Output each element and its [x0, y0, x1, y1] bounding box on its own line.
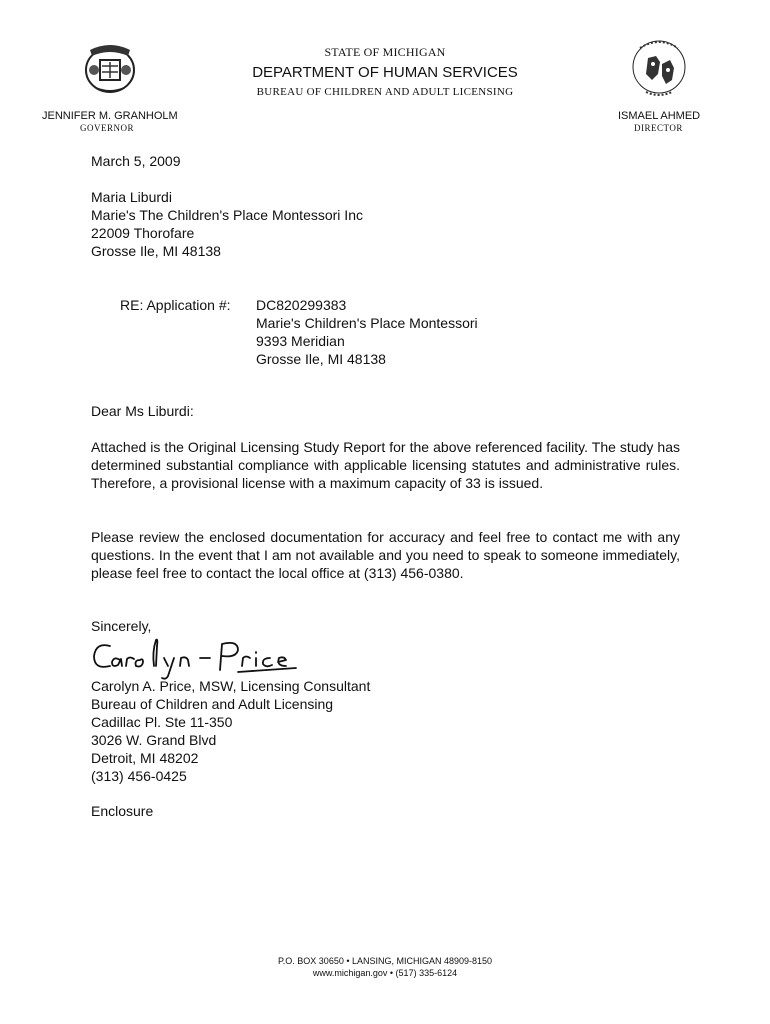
governor-title: GOVERNOR	[80, 123, 135, 133]
recipient-city: Grosse Ile, MI 48138	[91, 243, 221, 259]
recipient-company: Marie's The Children's Place Montessori Inc	[91, 207, 363, 223]
re-label: RE: Application #:	[120, 297, 231, 313]
footer-address: P.O. BOX 30650 • LANSING, MICHIGAN 48909-8150	[277, 956, 493, 966]
footer-contact: www.michigan.gov • (517) 335-6124	[312, 968, 458, 978]
recipient-name: Maria Liburdi	[91, 189, 172, 205]
letter-date: March 5, 2009	[91, 153, 181, 169]
state-heading: STATE OF MICHIGAN	[324, 45, 446, 59]
director-name: ISMAEL AHMED	[618, 110, 701, 122]
signer-name: Carolyn A. Price, MSW, Licensing Consultant	[91, 678, 371, 694]
closing: Sincerely,	[91, 618, 152, 634]
facility-name: Marie's Children's Place Montessori	[256, 315, 478, 331]
bureau-heading: BUREAU OF CHILDREN AND ADULT LICENSING	[256, 86, 514, 98]
paragraph-1: Attached is the Original Licensing Study Report for the above referenced facility. The study has determined substantial compliance with applicable licensing statutes and administrative rules. Therefore, a provisional license with a maximum capacity of 33 is issued.	[91, 439, 680, 491]
department-heading: DEPARTMENT OF HUMAN SERVICES	[252, 64, 518, 81]
signer-suite: Cadillac Pl. Ste 11-350	[91, 714, 233, 730]
governor-name: JENNIFER M. GRANHOLM	[42, 110, 178, 122]
handwritten-signature	[88, 632, 308, 682]
signer-street: 3026 W. Grand Blvd	[91, 732, 217, 748]
signer-bureau: Bureau of Children and Adult Licensing	[91, 696, 334, 712]
signer-city: Detroit, MI 48202	[91, 750, 199, 766]
director-title: DIRECTOR	[634, 123, 683, 133]
paragraph-2: Please review the enclosed documentation for accuracy and feel free to contact me with any questions. In the event that I am not available and you need to speak to someone immediately, please feel free to contact the local office at (313) 456-0380.	[91, 529, 680, 581]
facility-street: 9393 Meridian	[256, 333, 345, 349]
signer-block	[91, 677, 370, 785]
application-number: DC820299383	[256, 297, 347, 313]
facility-city: Grosse Ile, MI 48138	[256, 351, 386, 367]
enclosure-note: Enclosure	[91, 803, 154, 819]
signer-phone: (313) 456-0425	[91, 768, 187, 784]
recipient-street: 22009 Thorofare	[91, 225, 195, 241]
recipient-address	[91, 188, 363, 260]
salutation: Dear Ms Liburdi:	[91, 403, 194, 419]
re-details	[256, 296, 478, 368]
